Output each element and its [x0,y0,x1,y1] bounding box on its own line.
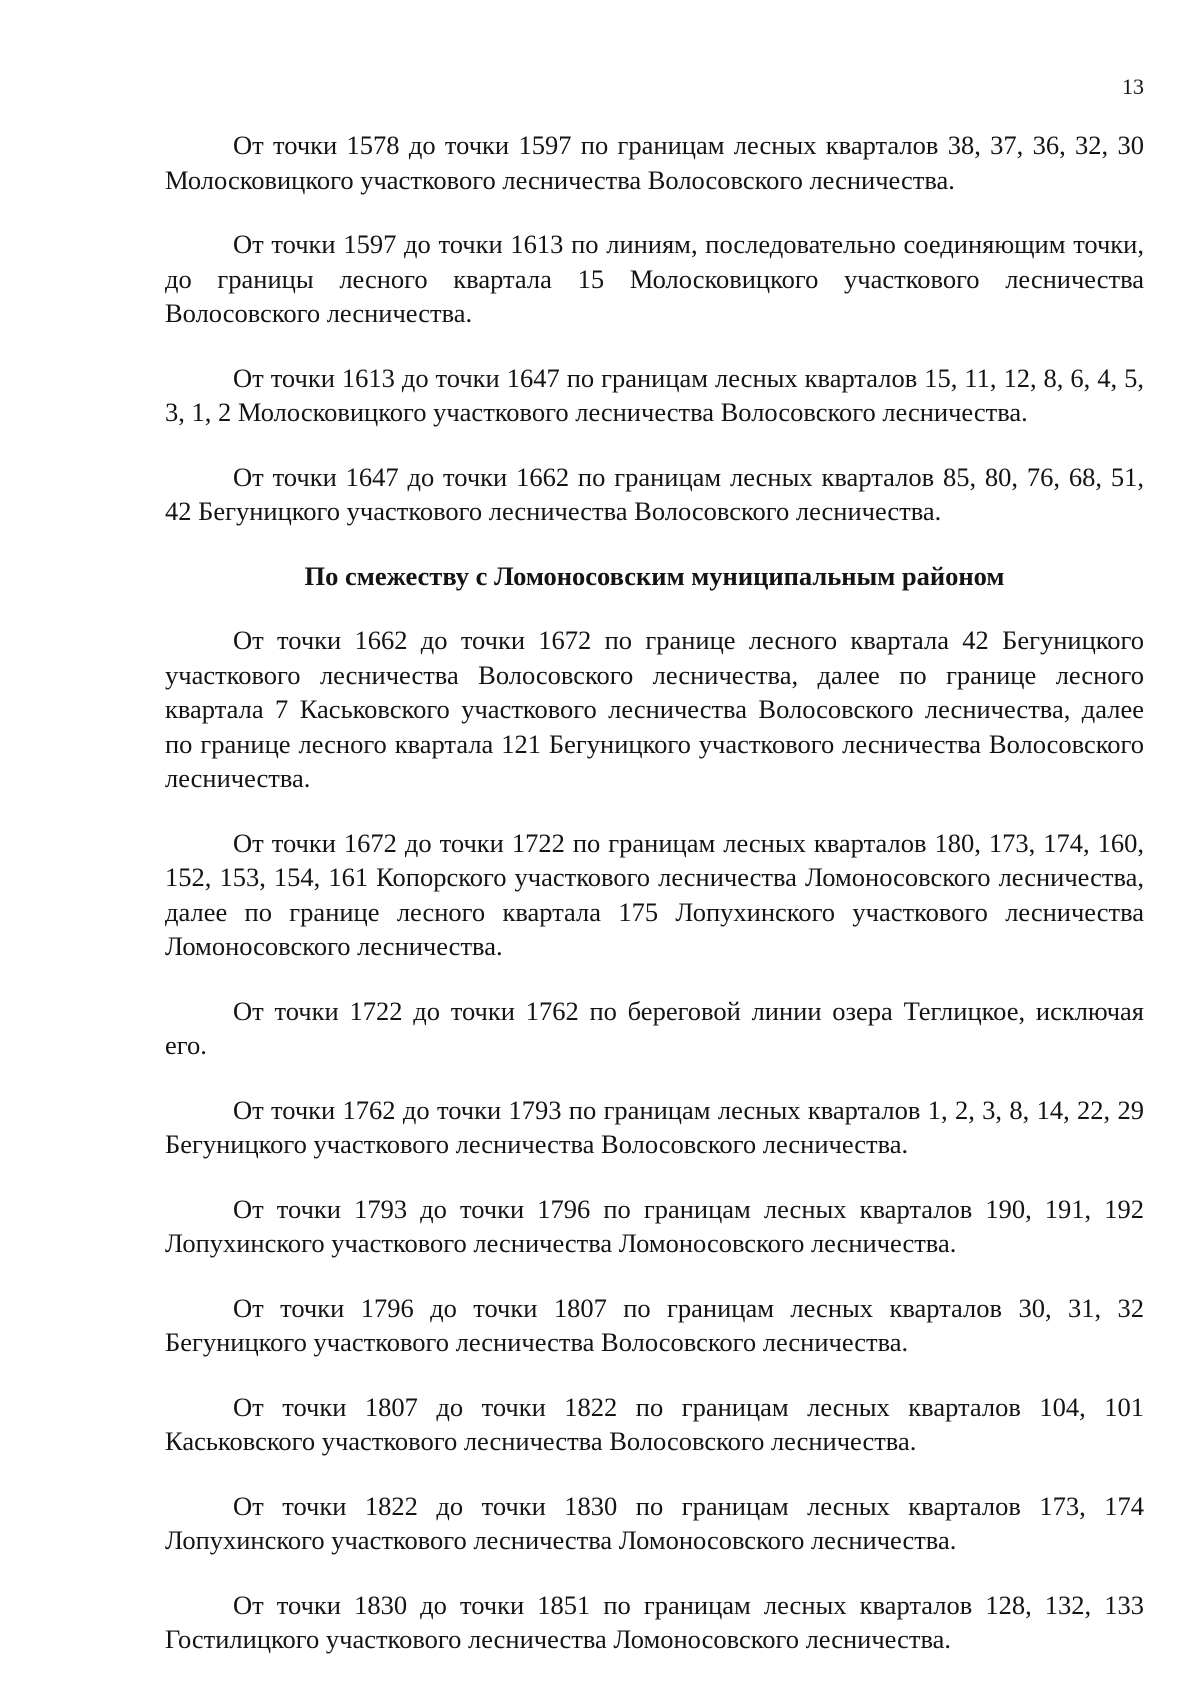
document-body [165,128,1144,1687]
paragraph: От точки 1613 до точки 1647 по границам лесных кварталов 15, 11, 12, 8, 6, 4, 5, 3, 1, 2 Молосковицкого участкового лесничества Волосовского лесничества. [165,362,1144,427]
paragraph: От точки 1762 до точки 1793 по границам лесных кварталов 1, 2, 3, 8, 14, 22, 29 Бегуницкого участкового лесничества Волосовского лесничества. [165,1094,1144,1159]
paragraph: От точки 1597 до точки 1613 по линиям, последовательно соединяющим точки, до границы лесного квартала 15 Молосковицкого участкового лесничества Волосовского лесничества. [165,229,1144,328]
paragraph: От точки 1793 до точки 1796 по границам лесных кварталов 190, 191, 192 Лопухинского участкового лесничества Ломоносовского лесничества. [165,1193,1144,1258]
paragraph: От точки 1647 до точки 1662 по границам лесных кварталов 85, 80, 76, 68, 51, 42 Бегуницкого участкового лесничества Волосовского лесничества. [165,461,1144,526]
paragraph: От точки 1672 до точки 1722 по границам лесных кварталов 180, 173, 174, 160, 152, 153, 154, 161 Копорского участкового лесничества Ломоносовского лесничества, далее по границе лесного квартала 175 Лопухинского участкового лесничества Ломоносовского лесничества. [165,827,1144,961]
page-number: 13 [1122,74,1144,99]
paragraph: От точки 1830 до точки 1851 по границам лесных кварталов 128, 132, 133 Гостилицкого участкового лесничества Ломоносовского лесничества. [165,1589,1144,1654]
paragraph: От точки 1662 до точки 1672 по границе лесного квартала 42 Бегуницкого участкового лесничества Волосовского лесничества, далее по границе лесного квартала 7 Каськовского участкового лесничества Волосовского лесничества, далее по границе лесного квартала 121 Бегуницкого участкового лесничества Волосовского лесничества. [165,625,1144,793]
paragraph: От точки 1807 до точки 1822 по границам лесных кварталов 104, 101 Каськовского участкового лесничества Волосовского лесничества. [165,1391,1144,1456]
paragraph: От точки 1822 до точки 1830 по границам лесных кварталов 173, 174 Лопухинского участкового лесничества Ломоносовского лесничества. [165,1490,1144,1555]
paragraph: От точки 1578 до точки 1597 по границам лесных кварталов 38, 37, 36, 32, 30 Молосковицкого участкового лесничества Волосовского лесничества. [165,130,1144,195]
section-heading: По смежеству с Ломоносовским муниципальным районом [304,560,1005,591]
paragraph: От точки 1796 до точки 1807 по границам лесных кварталов 30, 31, 32 Бегуницкого участкового лесничества Волосовского лесничества. [165,1292,1144,1357]
paragraph: От точки 1722 до точки 1762 по береговой линии озера Теглицкое, исключая его. [165,995,1144,1060]
